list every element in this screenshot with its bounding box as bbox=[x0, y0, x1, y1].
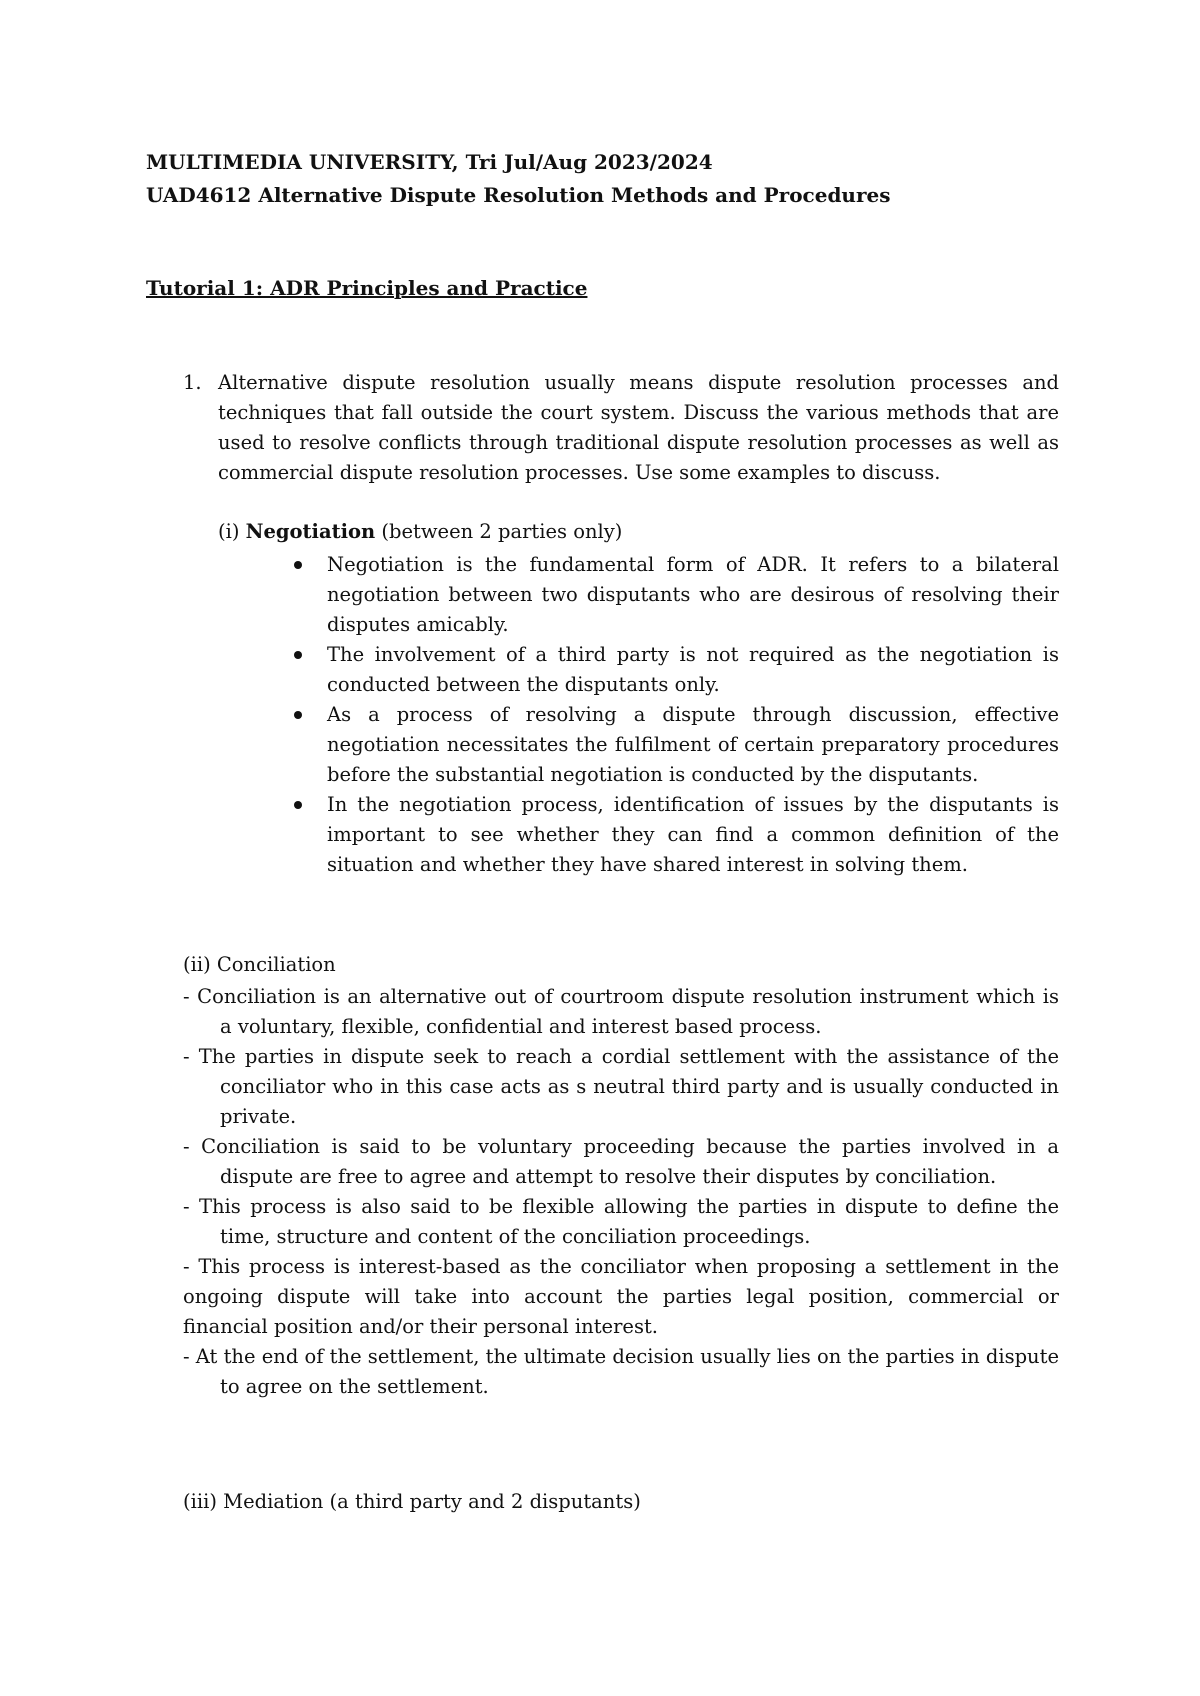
conciliation-point: - The parties in dispute seek to reach a cordial settlement with the assistance of the conciliator who in this case acts as s neutral third party and is usually conducted in private. bbox=[183, 1045, 1059, 1128]
bullet-text: Negotiation is the fundamental form of ADR. It refers to a bilateral negotiation between two disputants who are desirous of resolving their disputes amicably. bbox=[327, 553, 1059, 636]
conciliation-point: - Conciliation is an alternative out of courtroom dispute resolution instrument which is a voluntary, flexible, confidential and interest based process. bbox=[183, 985, 1059, 1038]
question-text: Alternative dispute resolution usually means dispute resolution processes and techniques that fall outside the court system. Discuss the various methods that are used to resolve conflicts through traditional dispute resolution processes as well as commercial dispute resolution processes. Use some examples to discuss. bbox=[218, 371, 1059, 484]
bullet-text: In the negotiation process, identification of issues by the disputants is important to see whether they can find a common definition of the situation and whether they have shared interest in solving them. bbox=[327, 793, 1059, 876]
conciliation-point: - At the end of the settlement, the ultimate decision usually lies on the parties in dispute to agree on the settlement. bbox=[183, 1345, 1059, 1398]
negotiation-heading bbox=[218, 517, 622, 547]
tutorial-title: Tutorial 1: ADR Principles and Practice bbox=[146, 276, 588, 300]
bullet-text: As a process of resolving a dispute through discussion, effective negotiation necessitates the fulfilment of certain preparatory procedures before the substantial negotiation is conducted by the disputants. bbox=[327, 703, 1059, 786]
conciliation-point: - This process is also said to be flexible allowing the parties in dispute to define the time, structure and content of the conciliation proceedings. bbox=[183, 1195, 1059, 1248]
question-number: 1. bbox=[183, 371, 202, 394]
mediation-heading: (iii) Mediation (a third party and 2 disputants) bbox=[183, 1490, 641, 1513]
bullet-icon bbox=[294, 651, 302, 659]
bullet-text: The involvement of a third party is not required as the negotiation is conducted between the disputants only. bbox=[327, 643, 1059, 696]
conciliation-point: - This process is interest-based as the conciliator when proposing a settlement in the ongoing dispute will take into account the parties legal position, commercial or financial position and/or their personal interest. bbox=[183, 1255, 1059, 1338]
conciliation-point: - Conciliation is said to be voluntary proceeding because the parties involved in a dispute are free to agree and attempt to resolve their disputes by conciliation. bbox=[183, 1135, 1059, 1188]
bullet-icon bbox=[294, 711, 302, 719]
bullet-icon bbox=[294, 801, 302, 809]
course-title: UAD4612 Alternative Dispute Resolution Methods and Procedures bbox=[146, 183, 891, 207]
negotiation-suffix: (between 2 parties only) bbox=[375, 520, 623, 543]
list-item bbox=[292, 790, 1059, 880]
bullet-icon bbox=[294, 561, 302, 569]
university-header: MULTIMEDIA UNIVERSITY, Tri Jul/Aug 2023/2024 bbox=[146, 150, 713, 174]
list-item bbox=[292, 640, 1059, 700]
negotiation-bullet-list bbox=[292, 550, 1059, 880]
conciliation-heading: (ii) Conciliation bbox=[183, 953, 336, 976]
list-item bbox=[292, 700, 1059, 790]
question-1 bbox=[183, 368, 1059, 488]
negotiation-prefix: (i) bbox=[218, 520, 246, 543]
list-item bbox=[292, 550, 1059, 640]
conciliation-points bbox=[183, 982, 1059, 1402]
negotiation-title: Negotiation bbox=[245, 520, 376, 543]
